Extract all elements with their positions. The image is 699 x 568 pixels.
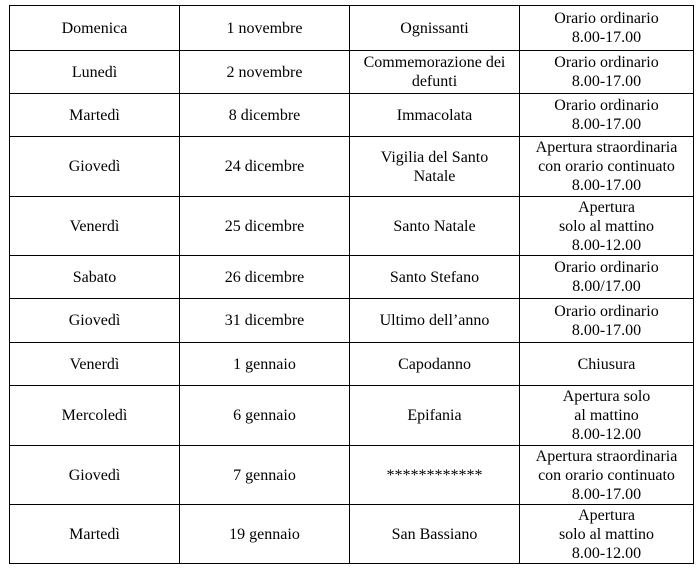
holiday-schedule-table bbox=[9, 5, 694, 564]
occasion-cell: San Bassiano bbox=[350, 505, 520, 564]
hours-cell: Apertura solo al mattino 8.00-12.00 bbox=[520, 386, 694, 446]
table-row bbox=[10, 137, 694, 197]
date-cell: 26 dicembre bbox=[180, 256, 350, 299]
date-cell: 24 dicembre bbox=[180, 137, 350, 197]
date-cell: 1 novembre bbox=[180, 6, 350, 51]
hours-cell: Chiusura bbox=[520, 343, 694, 386]
table-row bbox=[10, 197, 694, 256]
occasion-cell: Immacolata bbox=[350, 94, 520, 137]
occasion-cell: ************ bbox=[350, 446, 520, 505]
table-row bbox=[10, 386, 694, 446]
day-cell: Martedì bbox=[10, 505, 180, 564]
table-row bbox=[10, 343, 694, 386]
table-row bbox=[10, 505, 694, 564]
day-cell: Giovedì bbox=[10, 299, 180, 343]
hours-cell: Orario ordinario 8.00-17.00 bbox=[520, 51, 694, 94]
hours-cell: Orario ordinario 8.00-17.00 bbox=[520, 94, 694, 137]
day-cell: Mercoledì bbox=[10, 386, 180, 446]
table-row bbox=[10, 446, 694, 505]
hours-cell: Apertura solo al mattino 8.00-12.00 bbox=[520, 197, 694, 256]
day-cell: Lunedì bbox=[10, 51, 180, 94]
hours-cell: Orario ordinario 8.00-17.00 bbox=[520, 6, 694, 51]
date-cell: 2 novembre bbox=[180, 51, 350, 94]
hours-cell: Apertura solo al mattino 8.00-12.00 bbox=[520, 505, 694, 564]
day-cell: Sabato bbox=[10, 256, 180, 299]
day-cell: Venerdì bbox=[10, 343, 180, 386]
occasion-cell: Capodanno bbox=[350, 343, 520, 386]
date-cell: 25 dicembre bbox=[180, 197, 350, 256]
day-cell: Martedì bbox=[10, 94, 180, 137]
hours-cell: Apertura straordinaria con orario continuato 8.00-17.00 bbox=[520, 446, 694, 505]
date-cell: 7 gennaio bbox=[180, 446, 350, 505]
table-row bbox=[10, 51, 694, 94]
hours-cell: Orario ordinario 8.00-17.00 bbox=[520, 299, 694, 343]
date-cell: 6 gennaio bbox=[180, 386, 350, 446]
table-row bbox=[10, 6, 694, 51]
day-cell: Domenica bbox=[10, 6, 180, 51]
occasion-cell: Ognissanti bbox=[350, 6, 520, 51]
day-cell: Venerdì bbox=[10, 197, 180, 256]
table-row bbox=[10, 299, 694, 343]
date-cell: 8 dicembre bbox=[180, 94, 350, 137]
day-cell: Giovedì bbox=[10, 137, 180, 197]
table-row bbox=[10, 256, 694, 299]
date-cell: 1 gennaio bbox=[180, 343, 350, 386]
date-cell: 31 dicembre bbox=[180, 299, 350, 343]
hours-cell: Orario ordinario 8.00/17.00 bbox=[520, 256, 694, 299]
occasion-cell: Commemorazione dei defunti bbox=[350, 51, 520, 94]
occasion-cell: Ultimo dell’anno bbox=[350, 299, 520, 343]
day-cell: Giovedì bbox=[10, 446, 180, 505]
occasion-cell: Santo Natale bbox=[350, 197, 520, 256]
occasion-cell: Vigilia del Santo Natale bbox=[350, 137, 520, 197]
occasion-cell: Santo Stefano bbox=[350, 256, 520, 299]
table-row bbox=[10, 94, 694, 137]
hours-cell: Apertura straordinaria con orario continuato 8.00-17.00 bbox=[520, 137, 694, 197]
date-cell: 19 gennaio bbox=[180, 505, 350, 564]
occasion-cell: Epifania bbox=[350, 386, 520, 446]
